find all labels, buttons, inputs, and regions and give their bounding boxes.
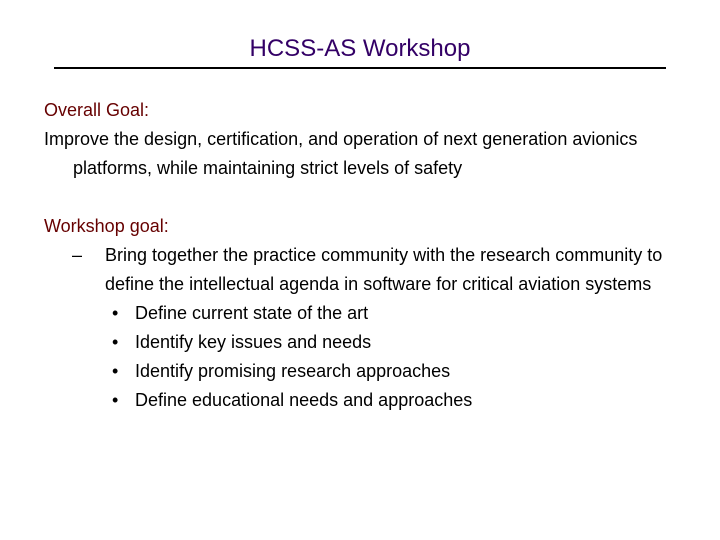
bullet-icon: •	[112, 361, 119, 381]
bullet-icon: •	[112, 390, 119, 410]
slide-content	[44, 96, 694, 415]
dash-bullet-icon: –	[72, 245, 83, 265]
title-divider	[54, 67, 666, 69]
list-item	[44, 386, 694, 415]
list-item	[44, 299, 694, 328]
workshop-main-point	[44, 241, 694, 299]
list-item-text: Define educational needs and approaches	[135, 390, 473, 410]
section-spacer	[44, 183, 694, 212]
bullet-icon: •	[112, 332, 119, 352]
overall-goal-text: Improve the design, certification, and operation of next generation avionics platforms, while maintaining strict levels of safety	[44, 129, 638, 178]
bullet-icon: •	[112, 303, 119, 323]
list-item-text: Define current state of the art	[135, 303, 369, 323]
workshop-goal-heading: Workshop goal:	[44, 216, 169, 236]
list-item-text: Identify key issues and needs	[135, 332, 372, 352]
workshop-main-point-text: Bring together the practice community with the research community to define the intellectual agenda in software for critical aviation systems	[105, 245, 663, 294]
overall-goal-heading: Overall Goal:	[44, 100, 150, 120]
list-item-text: Identify promising research approaches	[135, 361, 451, 381]
list-item	[44, 357, 694, 386]
slide-title: HCSS-AS Workshop	[249, 35, 471, 62]
list-item	[44, 328, 694, 357]
